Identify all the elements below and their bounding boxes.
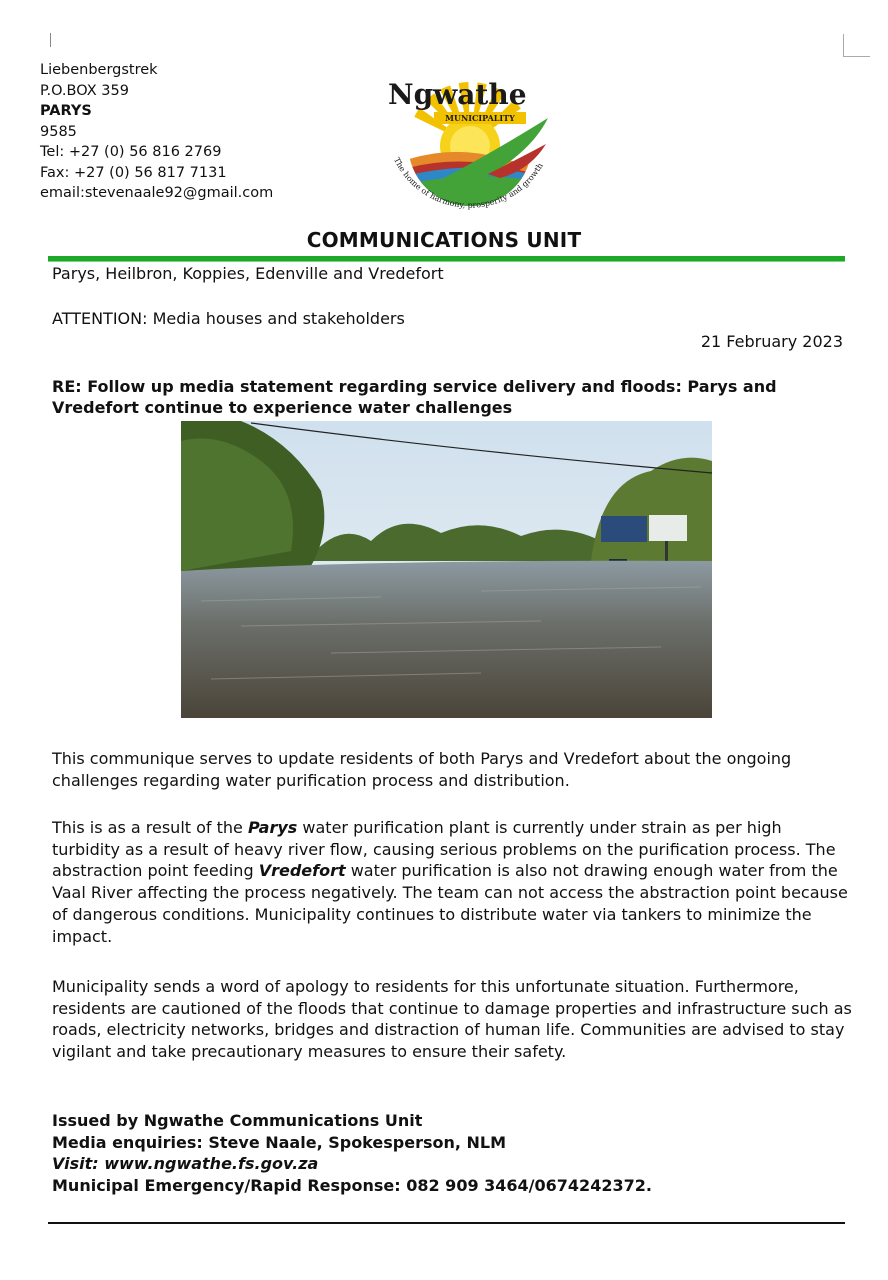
paragraph-3: Municipality sends a word of apology to residents for this unfortunate situation. Furthermore, residents are cautioned of the floods that continue to damage properties and infrastructure such as roads, electricity networks, bridges and distraction of human life. Communities are advised to stay vigilant and take precautionary measures to ensure their safety. bbox=[52, 977, 852, 1062]
address-fax: Fax: +27 (0) 56 817 7131 bbox=[40, 164, 227, 181]
vredefort-name: Vredefort bbox=[258, 861, 346, 881]
address-email[interactable]: email:stevenaale92@gmail.com bbox=[40, 185, 274, 201]
address-code: 9585 bbox=[40, 123, 77, 140]
ngwathe-logo bbox=[370, 62, 570, 212]
paragraph-2: This is as a result of the Parys water purification plant is currently under strain as per high turbidity as a result of heavy river flow, causing serious problems on the purification process. The abstraction point feeding Vredefort water purification is also not drawing enough water from the Vaal River affecting the process negatively. The team can not access the abstraction point because of dangerous conditions. Municipality continues to distribute water via tankers to minimize the impact. bbox=[52, 818, 848, 946]
emergency-contact: Municipal Emergency/Rapid Response: 082 909 3464/0674242372. bbox=[52, 1176, 652, 1196]
logo-name: Ngwathe bbox=[388, 78, 527, 111]
issuer-block bbox=[52, 1110, 652, 1197]
page-corner-mark-right bbox=[843, 34, 870, 57]
footer-divider bbox=[48, 1222, 845, 1224]
parys-name: Parys bbox=[247, 818, 298, 837]
address-tel: Tel: +27 (0) 56 816 2769 bbox=[40, 144, 222, 160]
document-date: 21 February 2023 bbox=[700, 332, 843, 351]
paragraph-1: This communique serves to update residents of both Parys and Vredefort about the ongoing challenges regarding water purification process and distribution. bbox=[52, 749, 792, 790]
page-corner-mark bbox=[50, 33, 51, 47]
media-enquiries: Media enquiries: Steve Naale, Spokesperson, NLM bbox=[52, 1132, 507, 1152]
flood-photo bbox=[181, 421, 712, 718]
address-pobox: P.O.BOX 359 bbox=[40, 82, 129, 99]
logo-motto: The home of harmony, prosperity and growth bbox=[391, 155, 545, 210]
website-link[interactable]: Visit: www.ngwathe.fs.gov.za bbox=[52, 1154, 319, 1174]
subject-line: RE: Follow up media statement regarding service delivery and floods: Parys and Vredefort continue to experience water challenges bbox=[52, 377, 777, 417]
address-street: Liebenbergstrek bbox=[40, 62, 158, 78]
logo-subtitle: MUNICIPALITY bbox=[445, 113, 515, 123]
page-title: COMMUNICATIONS UNIT bbox=[306, 228, 582, 252]
attention-line: ATTENTION: Media houses and stakeholders bbox=[52, 309, 405, 328]
issued-by: Issued by Ngwathe Communications Unit bbox=[52, 1111, 423, 1130]
towns-line: Parys, Heilbron, Koppies, Edenville and Vredefort bbox=[52, 264, 444, 283]
address-block bbox=[40, 60, 273, 204]
address-town: PARYS bbox=[40, 103, 92, 119]
header-divider-light bbox=[48, 261, 845, 262]
